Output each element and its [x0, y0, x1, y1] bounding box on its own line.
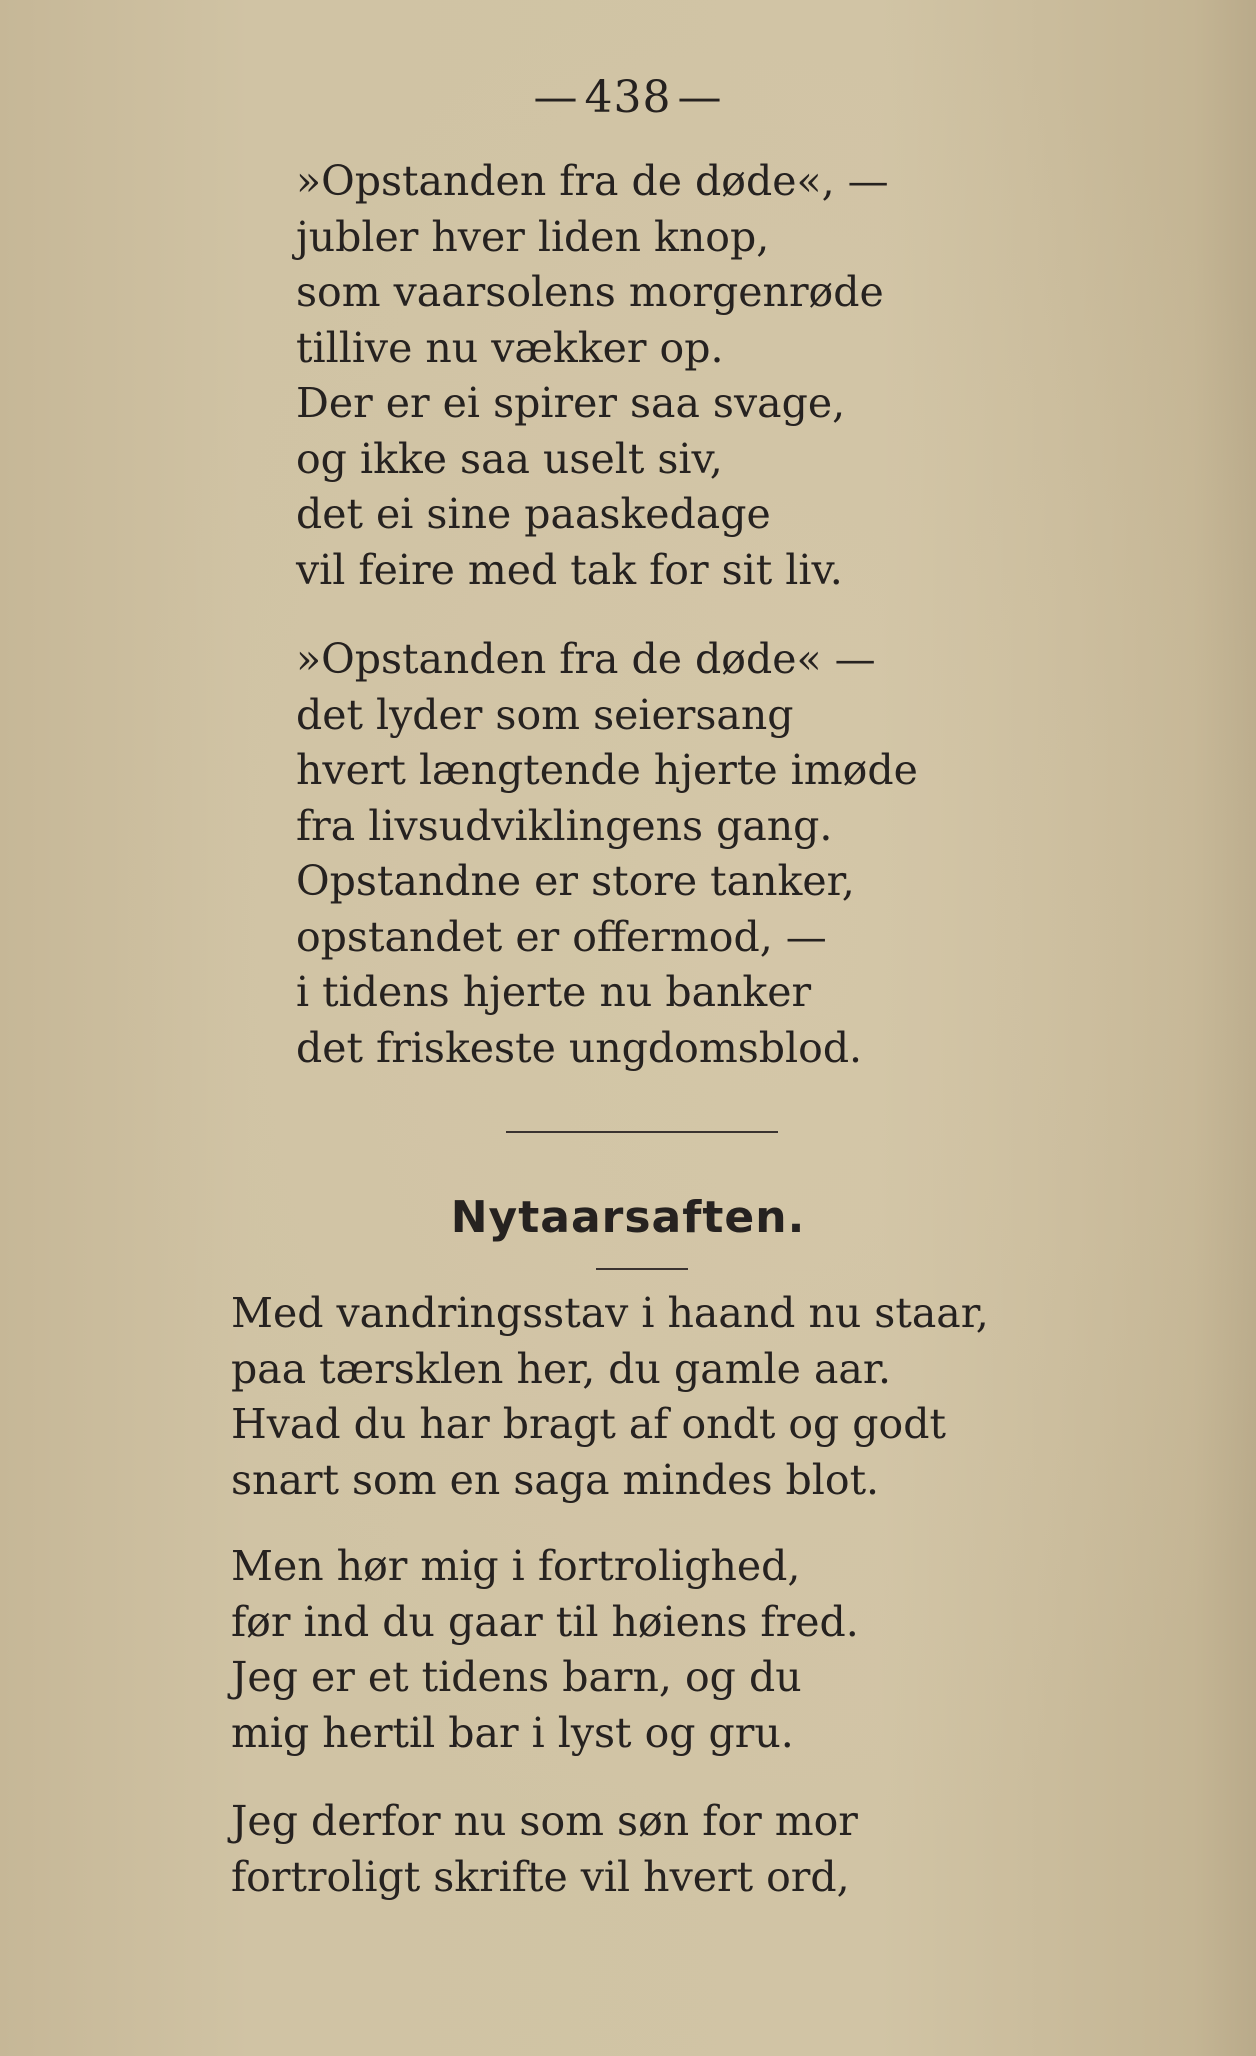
verse-line: Jeg derfor nu som søn for mor	[231, 1797, 858, 1845]
verse-line: Der er ei spirer saa svage,	[296, 379, 846, 427]
verse-line: Hvad du har bragt af ondt og godt	[231, 1400, 946, 1448]
stanza-4	[231, 1539, 859, 1761]
verse-line: Men hør mig i fortrolighed,	[231, 1542, 801, 1590]
verse-line: Opstandne er store tanker,	[296, 857, 855, 905]
page-number-header	[0, 72, 1256, 123]
verse-line: det ei sine paaskedage	[296, 490, 771, 538]
verse-line: mig hertil bar i lyst og gru.	[231, 1708, 794, 1757]
verse-line: tillive nu vækker op.	[296, 323, 724, 372]
dash-left: —	[533, 72, 579, 123]
verse-line: og ikke saa uselt siv,	[296, 434, 723, 483]
verse-line: snart som en saga mindes blot.	[231, 1455, 880, 1504]
verse-line: i tidens hjerte nu banker	[296, 968, 812, 1016]
page-number: 438	[584, 72, 672, 123]
verse-line: hvert længtende hjerte imøde	[296, 746, 918, 794]
title-underline	[596, 1268, 688, 1270]
verse-line: det lyder som seiersang	[296, 690, 794, 739]
stanza-5	[231, 1794, 858, 1905]
verse-line: vil feire med tak for sit liv.	[296, 545, 843, 594]
verse-line: opstandet er offermod, —	[296, 912, 827, 961]
verse-line: jubler hver liden knop,	[296, 212, 770, 261]
verse-line: Med vandringsstav i haand nu staar,	[231, 1289, 989, 1337]
stanza-3	[231, 1286, 989, 1508]
verse-line: før ind du gaar til høiens fred.	[231, 1597, 859, 1646]
dash-right: —	[677, 72, 723, 123]
stanza-2	[296, 632, 918, 1076]
poem-title: Nytaarsaften.	[450, 1192, 806, 1243]
verse-line: »Opstanden fra de døde«, —	[296, 157, 889, 205]
verse-line: fortroligt skrifte vil hvert ord,	[231, 1852, 850, 1901]
verse-line: det friskeste ungdomsblod.	[296, 1023, 863, 1072]
verse-line: som vaarsolens morgenrøde	[296, 268, 884, 316]
stanza-1	[296, 154, 889, 598]
verse-line: paa tærsklen her, du gamle aar.	[231, 1344, 891, 1393]
verse-line: »Opstanden fra de døde« —	[296, 635, 876, 683]
verse-line: fra livsudviklingens gang.	[296, 801, 833, 850]
verse-line: Jeg er et tidens barn, og du	[231, 1653, 802, 1701]
section-divider	[506, 1131, 778, 1133]
